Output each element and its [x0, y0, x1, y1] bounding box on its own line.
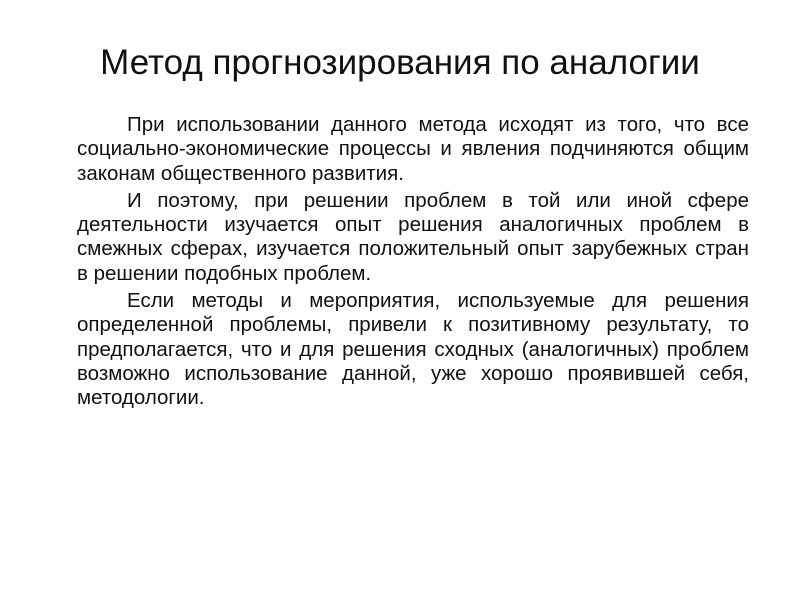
- body-paragraph-3: Если методы и мероприятия, используемые для решения определенной проблемы, привели к позитивному результату, то предполагается, что и для решения сходных (аналогичных) проблем возможно использование данной, уже хорошо проявившей себя, методологии.: [77, 289, 749, 410]
- slide-body: [77, 113, 749, 414]
- body-paragraph-2: И поэтому, при решении проблем в той или иной сфере деятельности изучается опыт решения аналогичных проблем в смежных сферах, изучается положительный опыт зарубежных стран в решении подобных проблем.: [77, 188, 749, 285]
- body-paragraph-1: При использовании данного метода исходят из того, что все социально-экономические процессы и явления подчиняются общим законам общественного развития.: [77, 113, 749, 185]
- slide-title: Метод прогнозирования по аналогии: [100, 43, 700, 82]
